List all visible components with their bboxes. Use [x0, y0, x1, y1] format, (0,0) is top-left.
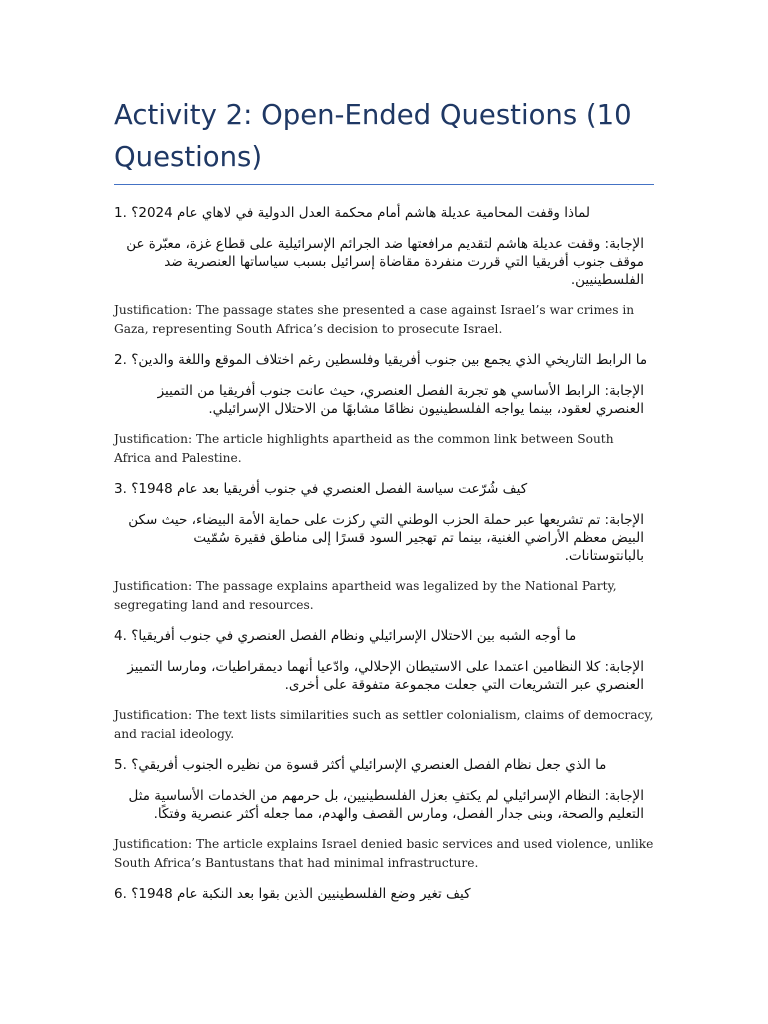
question-list	[114, 203, 654, 904]
question-text: ما أوجه الشبه بين الاحتلال الإسرائيلي ونظام الفصل العنصري في جنوب أفريقيا؟	[131, 628, 577, 644]
question-number: 6.	[114, 886, 127, 902]
question-text: ما الرابط التاريخي الذي يجمع بين جنوب أفريقيا وفلسطين رغم اختلاف الموقع واللغة والدين؟	[131, 352, 648, 368]
question-text: لماذا وقفت المحامية عديلة هاشم أمام محكمة العدل الدولية في لاهاي عام 2024؟	[131, 205, 591, 221]
question-number: 5.	[114, 757, 127, 773]
question-text: ما الذي جعل نظام الفصل العنصري الإسرائيلي أكثر قسوة من نظيره الجنوب أفريقي؟	[131, 757, 607, 773]
justification-5: Justification: The article explains Israel denied basic services and used violence, unlike South Africa’s Bantustans that had minimal infrastructure.	[114, 837, 654, 870]
question-2	[114, 350, 654, 370]
question-number: 3.	[114, 481, 127, 497]
question-1	[114, 203, 654, 223]
answer-2: الإجابة: الرابط الأساسي هو تجربة الفصل العنصري، حيث عانت جنوب أفريقيا من التمييز العنصري لعقود، بينما يواجه الفلسطينيون نظامًا مشابهًا من الاحتلال الإسرائيلي.	[157, 383, 644, 417]
answer-1: الإجابة: وقفت عديلة هاشم لتقديم مرافعتها ضد الجرائم الإسرائيلية على قطاع غزة، معبّرة عن موقف جنوب أفريقيا التي قررت منفردة مقاضاة إسرائيل بسبب سياساتها العنصرية ضد الفلسطينيين.	[126, 236, 644, 288]
question-number: 2.	[114, 352, 127, 368]
justification-4: Justification: The text lists similarities such as settler colonialism, claims of democracy, and racial ideology.	[114, 708, 654, 741]
answer-5: الإجابة: النظام الإسرائيلي لم يكتفِ بعزل الفلسطينيين، بل حرمهم من الخدمات الأساسية مثل التعليم والصحة، وبنى جدار الفصل، ومارس القصف والهدم، مما جعله أكثر عنصرية وفتكًا.	[128, 788, 644, 822]
justification-3: Justification: The passage explains apartheid was legalized by the National Party, segregating land and resources.	[114, 579, 617, 612]
justification-2: Justification: The article highlights apartheid as the common link between South Africa and Palestine.	[114, 432, 614, 465]
document-page	[114, 94, 654, 904]
question-4	[114, 626, 654, 646]
question-6	[114, 884, 654, 904]
answer-4: الإجابة: كلا النظامين اعتمدا على الاستيطان الإحلالي، وادّعيا أنهما ديمقراطيات، ومارسا التمييز العنصري عبر التشريعات التي جعلت مجموعة متفوقة على أخرى.	[127, 659, 644, 693]
question-number: 1.	[114, 205, 127, 221]
page-title: Activity 2: Open-Ended Questions (10 Questions)	[114, 94, 654, 185]
justification-1: Justification: The passage states she presented a case against Israel’s war crimes in Gaza, representing South Africa’s decision to prosecute Israel.	[114, 303, 635, 336]
question-number: 4.	[114, 628, 127, 644]
question-text: كيف تغير وضع الفلسطينيين الذين بقوا بعد النكبة عام 1948؟	[131, 886, 471, 902]
answer-3: الإجابة: تم تشريعها عبر حملة الحزب الوطني التي ركزت على حماية الأمة البيضاء، حيث سكن البيض معظم الأراضي الغنية، بينما تم تهجير السود قسرًا إلى مناطق فقيرة سُمّيت بالبانتوستانات.	[128, 512, 644, 564]
question-text: كيف شُرّعت سياسة الفصل العنصري في جنوب أفريقيا بعد عام 1948؟	[131, 481, 528, 497]
question-3	[114, 479, 654, 499]
question-5	[114, 755, 654, 775]
